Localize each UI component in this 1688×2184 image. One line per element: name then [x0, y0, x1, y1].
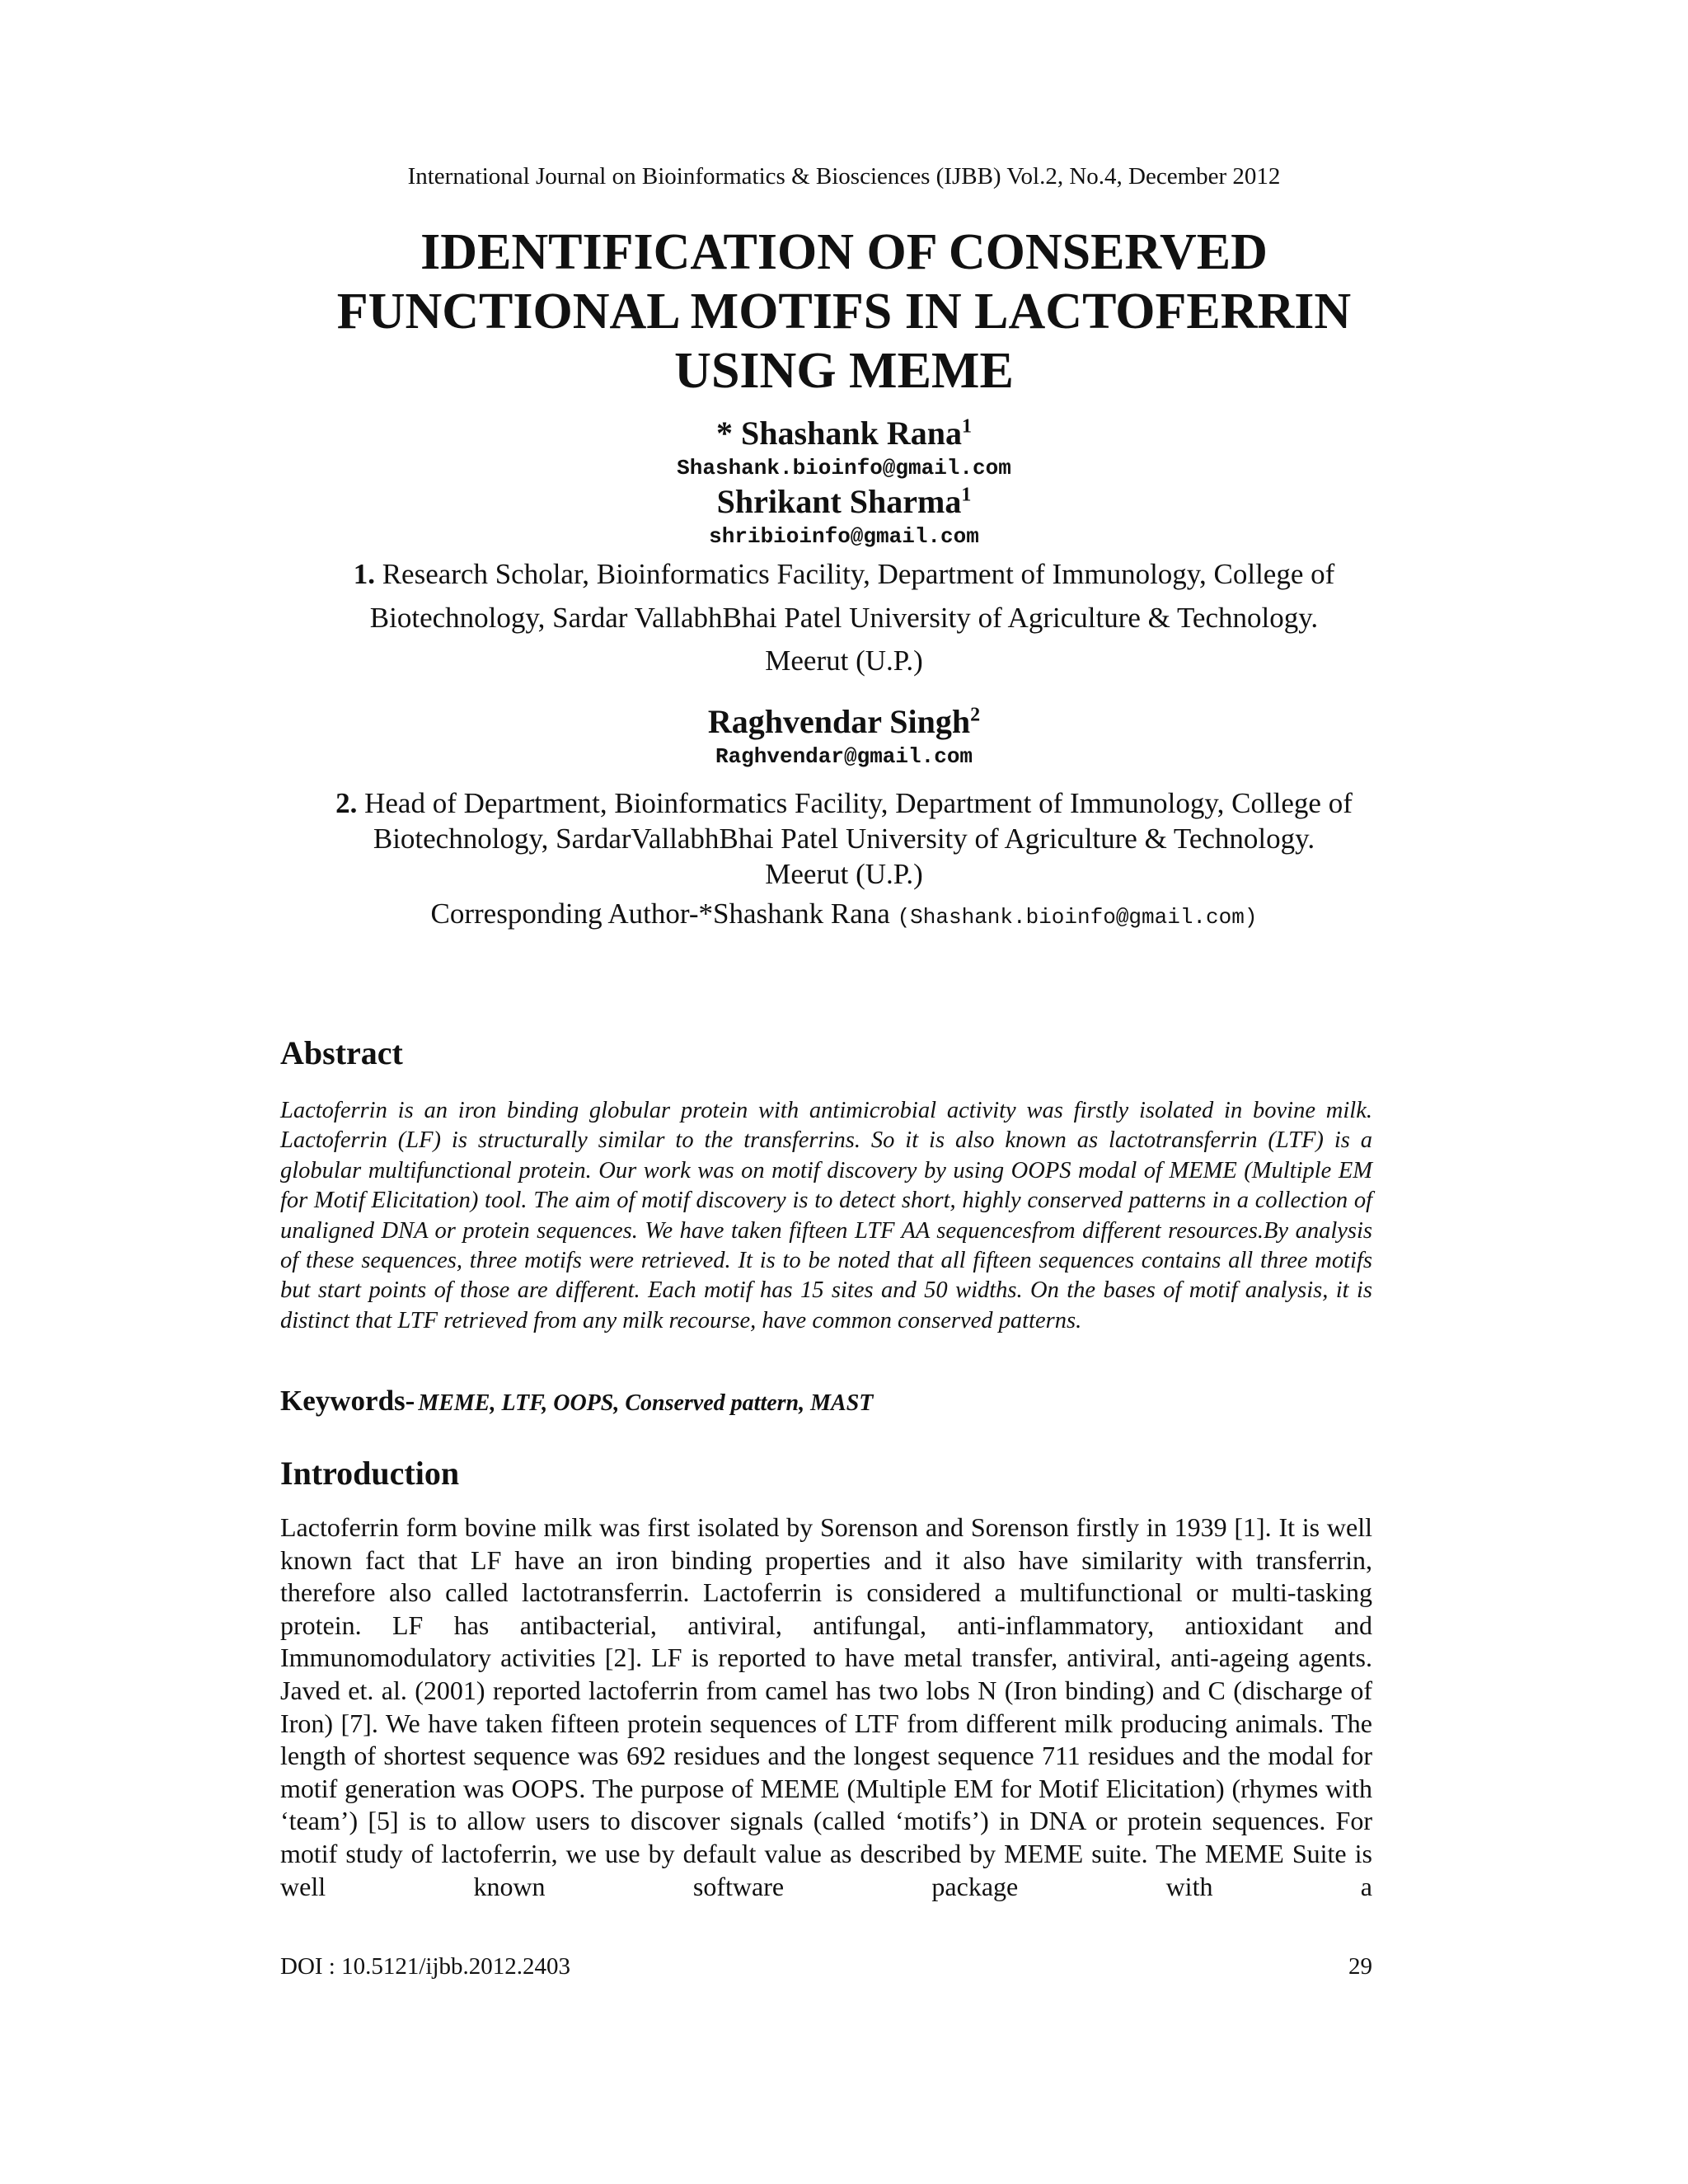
affiliation-line: Biotechnology, Sardar VallabhBhai Patel University of Agriculture & Technology. [369, 602, 1319, 634]
affiliation-line: Biotechnology, SardarVallabhBhai Patel University of Agriculture & Technology. [373, 823, 1315, 855]
affiliation-line [0, 558, 1688, 591]
keywords [280, 1385, 873, 1418]
affiliation-line: Meerut (U.P.) [765, 858, 923, 890]
author-email[interactable]: shribioinfo@gmail.com [709, 524, 979, 549]
paper-title [0, 223, 1688, 401]
author-name [0, 414, 1688, 452]
corresponding-label: Corresponding Author-*Shashank Rana [430, 898, 890, 930]
author-superscript: 1 [961, 484, 972, 506]
affiliation-text: Research Scholar, Bioinformatics Facility, Department of Immunology, College of [382, 558, 1335, 590]
author-name-text: Raghvendar Singh [707, 703, 971, 740]
abstract-text: Lactoferrin is an iron binding globular protein with antimicrobial activity was firstly isolated in bovine milk. Lactoferrin (LF) is structurally similar to the transferrins. So it is also known as lactotransferrin (LTF) is a globular multifunctional protein. Our work was on motif discovery by using OOPS modal of MEME (Multiple EM for Motif Elicitation) tool. The aim of motif discovery is to detect short, highly conserved patterns in a collection of unaligned DNA or protein sequences. We have taken fifteen LTF AA sequencesfrom different resources.By analysis of these sequences, three motifs were retrieved. It is to be noted that all fifteen sequences contains all three motifs but start points of those are different. Each motif has 15 sites and 50 widths. On the bases of motif analysis, it is distinct that LTF retrieved from any milk recourse, have common conserved patterns. [280, 1098, 1372, 1333]
affiliation-line [0, 787, 1688, 820]
affiliation-text: Head of Department, Bioinformatics Facility, Department of Immunology, College of [364, 787, 1353, 819]
author-name [0, 482, 1688, 521]
corresponding-email[interactable]: (Shashank.bioinfo@gmail.com) [897, 905, 1258, 930]
keywords-label: Keywords- [280, 1385, 415, 1417]
journal-header: International Journal on Bioinformatics & Biosciences (IJBB) Vol.2, No.4, December 2012 [407, 163, 1281, 190]
affiliation-line: Meerut (U.P.) [765, 644, 923, 677]
introduction-heading: Introduction [280, 1455, 460, 1492]
title-line: USING MEME [674, 343, 1014, 399]
keywords-text: MEME, LTF, OOPS, Conserved pattern, MAST [418, 1390, 874, 1416]
author-name-text: Shrikant Sharma [716, 483, 962, 520]
corresponding-author [0, 898, 1688, 930]
author-superscript: 2 [970, 704, 981, 726]
page-number: 29 [1348, 1953, 1372, 1980]
affiliation-number: 2. [335, 787, 358, 819]
doi: DOI : 10.5121/ijbb.2012.2403 [280, 1953, 571, 1980]
introduction-text: Lactoferrin form bovine milk was first isolated by Sorenson and Sorenson firstly in 1939 [1]. It is well known fact that LF have an iron binding properties and it also have similarity with transferrin, therefore also called lactotransferrin. Lactoferrin is considered a multifunctional or multi-tasking protein. LF has antibacterial, antiviral, antifungal, anti-inflammatory, antioxidant and Immunomodulatory activities [2]. LF is reported to have metal transfer, antiviral, anti-ageing agents. Javed et. al. (2001) reported lactoferrin from camel has two lobs N (Iron binding) and C (discharge of Iron) [7]. We have taken fifteen protein sequences of LTF from different milk producing animals. The length of shortest sequence was 692 residues and the longest sequence 711 residues and the modal for motif generation was OOPS. The purpose of MEME (Multiple EM for Motif Elicitation) (rhymes with ‘team’) [5] is to allow users to discover signals (called ‘motifs’) in DNA or protein sequences. For motif study of lactoferrin, we use by default value as described by MEME suite. The MEME Suite is well known software package with a [280, 1512, 1372, 1901]
author-email[interactable]: Raghvendar@gmail.com [715, 744, 973, 769]
author-name-text: * Shashank Rana [716, 415, 962, 452]
author-email[interactable]: Shashank.bioinfo@gmail.com [677, 456, 1011, 480]
author-name [0, 702, 1688, 741]
affiliation-number: 1. [353, 558, 375, 590]
title-line: IDENTIFICATION OF CONSERVED [420, 224, 1268, 280]
title-line: FUNCTIONAL MOTIFS IN LACTOFERRIN [336, 284, 1352, 340]
abstract-heading: Abstract [280, 1034, 403, 1071]
author-superscript: 1 [961, 415, 972, 438]
